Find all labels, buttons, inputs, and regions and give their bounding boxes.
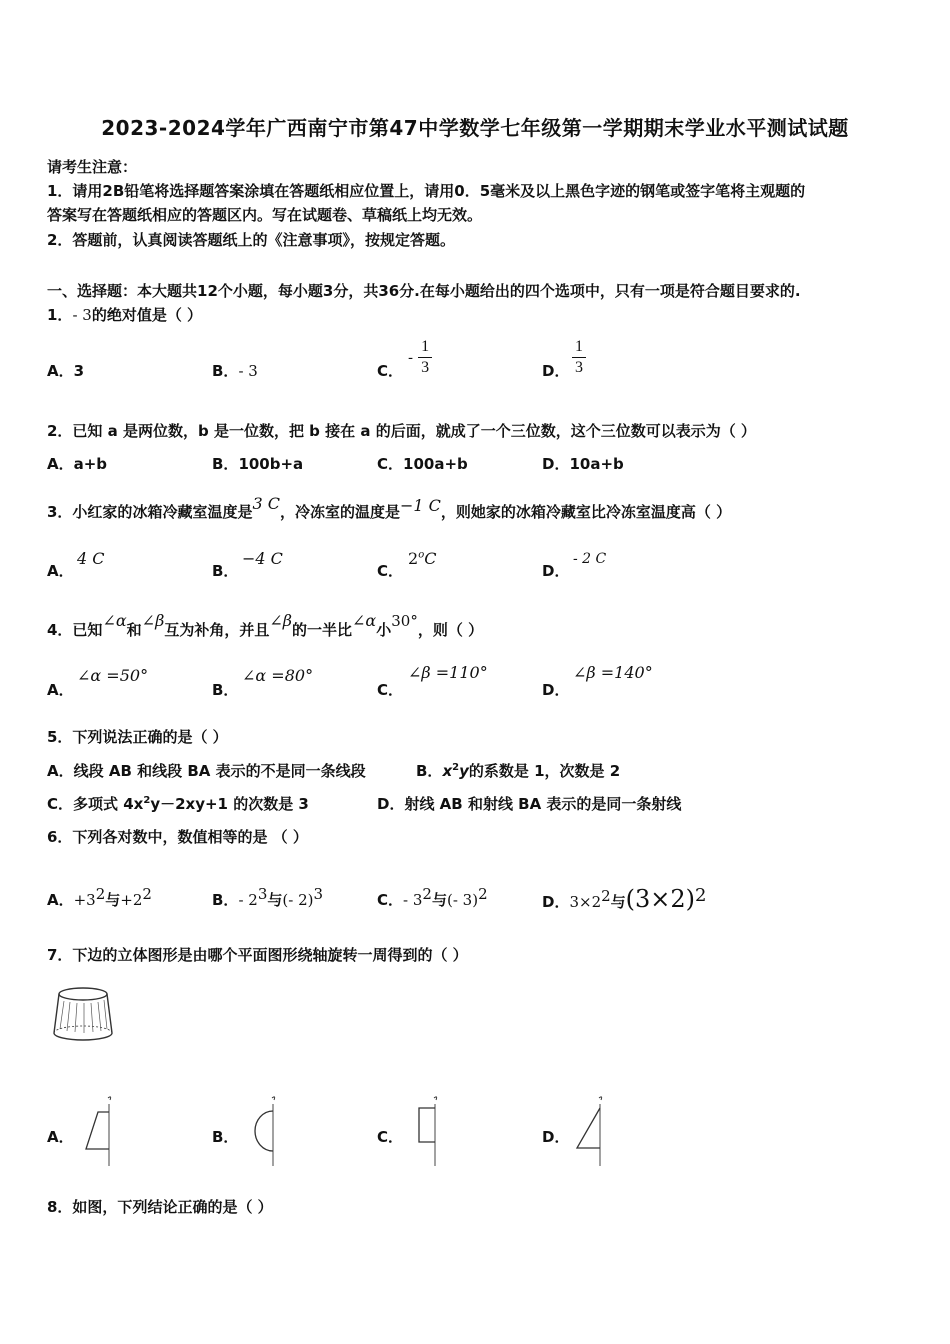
- q3-option-b[interactable]: [212, 560, 238, 581]
- q6-option-d[interactable]: [542, 885, 707, 913]
- option-a-shape: [82, 1094, 122, 1166]
- option-value: 10a+b: [569, 455, 624, 473]
- angle-beta: ∠β: [269, 611, 292, 630]
- q2-option-c[interactable]: [377, 453, 468, 474]
- connector: 与: [431, 891, 447, 909]
- unit: C: [424, 549, 437, 568]
- q1-number: 1．: [47, 306, 73, 324]
- q1-option-d-fraction: [572, 337, 586, 378]
- expr: (- 3): [446, 891, 479, 909]
- expr: - 3: [403, 891, 423, 909]
- angle-degrees: 30°: [391, 612, 418, 630]
- q1-option-b[interactable]: [212, 360, 258, 381]
- option-label: B．: [416, 762, 443, 780]
- q5-option-b[interactable]: [416, 760, 620, 781]
- q6-option-b[interactable]: [212, 885, 323, 910]
- minus-sign: -: [408, 348, 414, 367]
- q4-option-d[interactable]: [542, 679, 569, 700]
- q2-option-a[interactable]: [47, 453, 107, 474]
- denominator: 3: [421, 359, 430, 376]
- option-label: D．: [542, 562, 570, 580]
- expr: 3×2: [569, 893, 602, 911]
- exponent: 3: [257, 885, 268, 903]
- option-value: 100b+a: [238, 455, 304, 473]
- q4-text-2: 和: [126, 621, 142, 639]
- option-value: 3: [73, 362, 85, 380]
- option-label: D．: [542, 681, 570, 699]
- angle-beta: ∠β: [141, 611, 165, 630]
- exponent: 2: [95, 885, 106, 903]
- question-7: 7．下边的立体图形是由哪个平面图形绕轴旋转一周得到的（ ）: [47, 946, 468, 964]
- value: 2: [408, 549, 419, 568]
- q3-text-1: 3．小红家的冰箱冷藏室温度是: [47, 503, 253, 521]
- exponent: 2: [142, 885, 152, 903]
- q6-option-c[interactable]: [377, 885, 488, 910]
- exponent: 2: [452, 762, 460, 773]
- question-8: 8．如图，下列结论正确的是（ ）: [47, 1198, 273, 1216]
- notice-line-1b: 答案写在答题纸相应的答题区内。写在试题卷、草稿纸上均无效。: [47, 206, 483, 224]
- q3-option-d-value: - 2 C: [573, 551, 607, 567]
- angle-alpha: ∠α: [352, 611, 377, 630]
- exponent: 2: [478, 885, 488, 903]
- option-d-shape: [572, 1094, 612, 1166]
- q3-fridge-temp: 3 C: [252, 494, 280, 513]
- q1-option-d[interactable]: [542, 360, 569, 381]
- option-b-shape: [252, 1094, 292, 1166]
- option-label: C．: [377, 362, 404, 380]
- exponent: 2: [422, 885, 432, 903]
- notice-heading: 请考生注意：: [47, 158, 138, 176]
- var-x: x: [442, 762, 453, 780]
- q1-text: 的绝对值是（ ）: [91, 306, 203, 324]
- notice-line-1a: 1．请用2B铅笔将选择题答案涂填在答题纸相应位置上，请用0．5毫米及以上黑色字迹的钢笔或签字笔将主观题的: [47, 182, 806, 200]
- q1-expression: - 3: [72, 306, 92, 324]
- q3-freezer-temp: −1 C: [399, 496, 441, 515]
- connector: 与: [610, 893, 626, 911]
- q4-option-a[interactable]: [47, 679, 74, 700]
- expr: - 2: [238, 891, 258, 909]
- option-label: D．: [542, 455, 570, 473]
- option-label: C．: [377, 681, 404, 699]
- q1-option-c[interactable]: [377, 360, 403, 381]
- option-label: B．: [212, 891, 239, 909]
- page-title: 2023-2024学年广西南宁市第47中学数学七年级第一学期期末学业水平测试试题: [101, 116, 849, 140]
- q3-option-b-value: −4 C: [242, 549, 283, 568]
- q3-option-d[interactable]: [542, 560, 569, 581]
- option-text: C．多项式 4x: [47, 795, 144, 813]
- q4-option-b[interactable]: [212, 679, 238, 700]
- option-label: B．: [212, 681, 239, 699]
- option-c-shape: [410, 1094, 450, 1166]
- option-text: 的系数是 1，次数是 2: [468, 762, 621, 780]
- q4-text-6: ，则（ ）: [417, 621, 484, 639]
- q4-option-c[interactable]: [377, 679, 403, 700]
- q3-option-a[interactable]: [47, 560, 74, 581]
- option-value: - 3: [238, 362, 258, 380]
- option-label: C．: [377, 891, 404, 909]
- q2-option-d[interactable]: [542, 453, 624, 474]
- q5-option-c[interactable]: [47, 793, 309, 814]
- q1-option-a[interactable]: [47, 360, 84, 381]
- question-3: [47, 494, 732, 522]
- frustum-figure: [50, 985, 116, 1045]
- q4-option-b-value: ∠α =80°: [242, 666, 314, 685]
- exponent: 2: [601, 887, 611, 905]
- q4-text-1: 4．已知: [47, 621, 103, 639]
- option-label: A．: [47, 681, 74, 699]
- q6-option-a[interactable]: [47, 885, 152, 910]
- q3-text-2: ，冷冻室的温度是: [279, 503, 400, 521]
- q2-option-b[interactable]: [212, 453, 303, 474]
- q3-option-c-value: [408, 549, 436, 568]
- q1-option-c-fraction: [408, 337, 432, 378]
- exponent: 3: [313, 885, 324, 903]
- option-text: y－2xy+1 的次数是 3: [150, 795, 309, 813]
- q4-option-d-value: ∠β =140°: [573, 663, 653, 682]
- var-y: y: [459, 762, 469, 780]
- expr: (- 2): [282, 891, 314, 909]
- q4-option-a-value: ∠α =50°: [77, 666, 149, 685]
- q7-option-c[interactable]: [377, 1126, 403, 1147]
- expr: +2: [120, 891, 143, 909]
- option-label: B．: [212, 1128, 239, 1146]
- question-2: 2．已知 a 是两位数，b 是一位数，把 b 接在 a 的后面，就成了一个三位数，这个三位数可以表示为（ ）: [47, 422, 756, 440]
- notice-line-2: 2．答题前，认真阅读答题纸上的《注意事项》，按规定答题。: [47, 231, 455, 249]
- option-label: C．: [377, 1128, 404, 1146]
- q3-option-c[interactable]: [377, 560, 403, 581]
- option-label: A．: [47, 562, 74, 580]
- q3-option-a-value: 4 C: [77, 549, 105, 568]
- q4-text-3: 互为补角，并且: [164, 621, 270, 639]
- expr: (3×2): [625, 885, 696, 913]
- exponent: 2: [143, 795, 151, 806]
- option-label: C．: [377, 455, 404, 473]
- expr: +3: [73, 891, 96, 909]
- q5-option-a[interactable]: A．线段 AB 和线段 BA 表示的不是同一条线段: [47, 762, 366, 780]
- exponent: 2: [695, 885, 707, 906]
- question-6: 6．下列各对数中，数值相等的是 （ ）: [47, 828, 308, 846]
- section-heading: 一、选择题：本大题共12个小题，每小题3分，共36分.在每小题给出的四个选项中，只有一项是符合题目要求的.: [47, 282, 801, 300]
- option-label: A．: [47, 1128, 74, 1146]
- question-4: [47, 611, 484, 640]
- connector: 与: [267, 891, 283, 909]
- question-1: [47, 304, 202, 325]
- q7-option-b[interactable]: [212, 1126, 238, 1147]
- option-label: B．: [212, 362, 239, 380]
- option-label: D．: [542, 362, 570, 380]
- option-value: a+b: [73, 455, 108, 473]
- option-label: A．: [47, 455, 74, 473]
- numerator: 1: [572, 337, 586, 358]
- question-5: 5．下列说法正确的是（ ）: [47, 728, 228, 746]
- connector: 与: [105, 891, 121, 909]
- option-value: 100a+b: [403, 455, 468, 473]
- q4-text-4: 的一半比: [292, 621, 353, 639]
- option-label: A．: [47, 891, 74, 909]
- q3-text-3: ，则她家的冰箱冷藏室比冷冻室温度高（ ）: [440, 503, 732, 521]
- degree-mark: o: [418, 549, 425, 561]
- option-label: D．: [542, 893, 570, 911]
- option-label: C．: [377, 562, 404, 580]
- option-label: D．: [542, 1128, 570, 1146]
- q7-option-a[interactable]: [47, 1126, 74, 1147]
- q7-option-d[interactable]: [542, 1126, 569, 1147]
- denominator: 3: [575, 359, 583, 376]
- option-label: B．: [212, 455, 239, 473]
- q4-option-c-value: ∠β =110°: [408, 663, 488, 682]
- q5-option-d[interactable]: D．射线 AB 和射线 BA 表示的是同一条射线: [377, 795, 682, 813]
- option-label: B．: [212, 562, 239, 580]
- q4-text-5: 小: [376, 621, 392, 639]
- option-label: A．: [47, 362, 74, 380]
- angle-alpha: ∠α: [102, 611, 127, 630]
- numerator: 1: [418, 337, 432, 358]
